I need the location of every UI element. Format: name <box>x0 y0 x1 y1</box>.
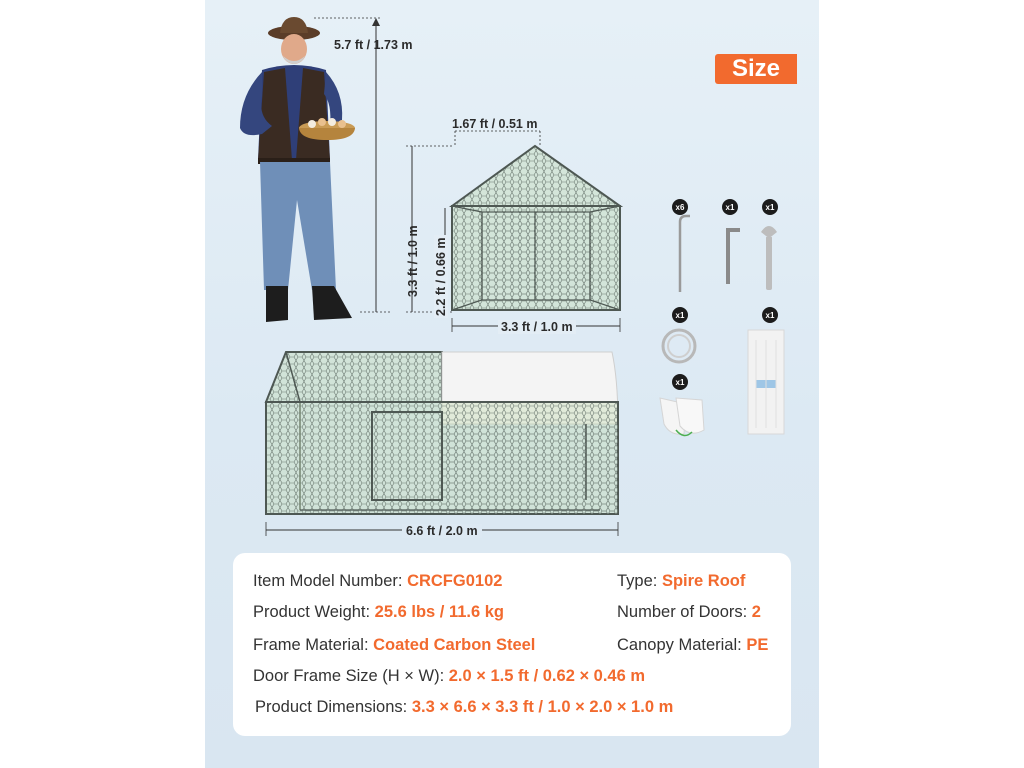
height-label: 3.3 ft / 1.0 m <box>406 225 420 297</box>
roof-peak-label: 1.67 ft / 0.51 m <box>452 117 538 131</box>
width-label: 3.3 ft / 1.0 m <box>498 320 576 334</box>
cable-ties-qty: x1 <box>762 307 778 323</box>
wrench-icon <box>761 226 777 290</box>
spec-dimensions: Product Dimensions: 3.3 × 6.6 × 3.3 ft / 1.0 × 2.0 × 1.0 m <box>255 698 674 716</box>
stake-qty: x6 <box>672 199 688 215</box>
spec-door-size: Door Frame Size (H × W): 2.0 × 1.5 ft / 0.62 × 0.46 m <box>253 667 646 685</box>
spec-canopy: Canopy Material: PE <box>617 636 769 654</box>
wire-coil-qty: x1 <box>672 307 688 323</box>
spec-frame: Frame Material: Coated Carbon Steel <box>253 636 536 654</box>
wire-coil-icon <box>663 330 695 362</box>
cable-ties-icon <box>748 330 784 434</box>
hex-key-icon <box>726 228 740 284</box>
hex-key-qty: x1 <box>722 199 738 215</box>
spec-type: Type: Spire Roof <box>617 572 746 590</box>
spec-weight: Product Weight: 25.6 lbs / 11.6 kg <box>253 603 505 621</box>
spec-doors: Number of Doors: 2 <box>617 603 761 621</box>
length-label: 6.6 ft / 2.0 m <box>402 524 482 538</box>
gloves-icon <box>660 398 704 436</box>
size-badge: Size <box>715 54 797 84</box>
gloves-qty: x1 <box>672 374 688 390</box>
person-height-label: 5.7 ft / 1.73 m <box>334 38 413 52</box>
spec-model: Item Model Number: CRCFG0102 <box>253 572 503 590</box>
ground-stake-icon <box>680 216 690 292</box>
door-height-label: 2.2 ft / 0.66 m <box>434 237 448 316</box>
wrench-qty: x1 <box>762 199 778 215</box>
